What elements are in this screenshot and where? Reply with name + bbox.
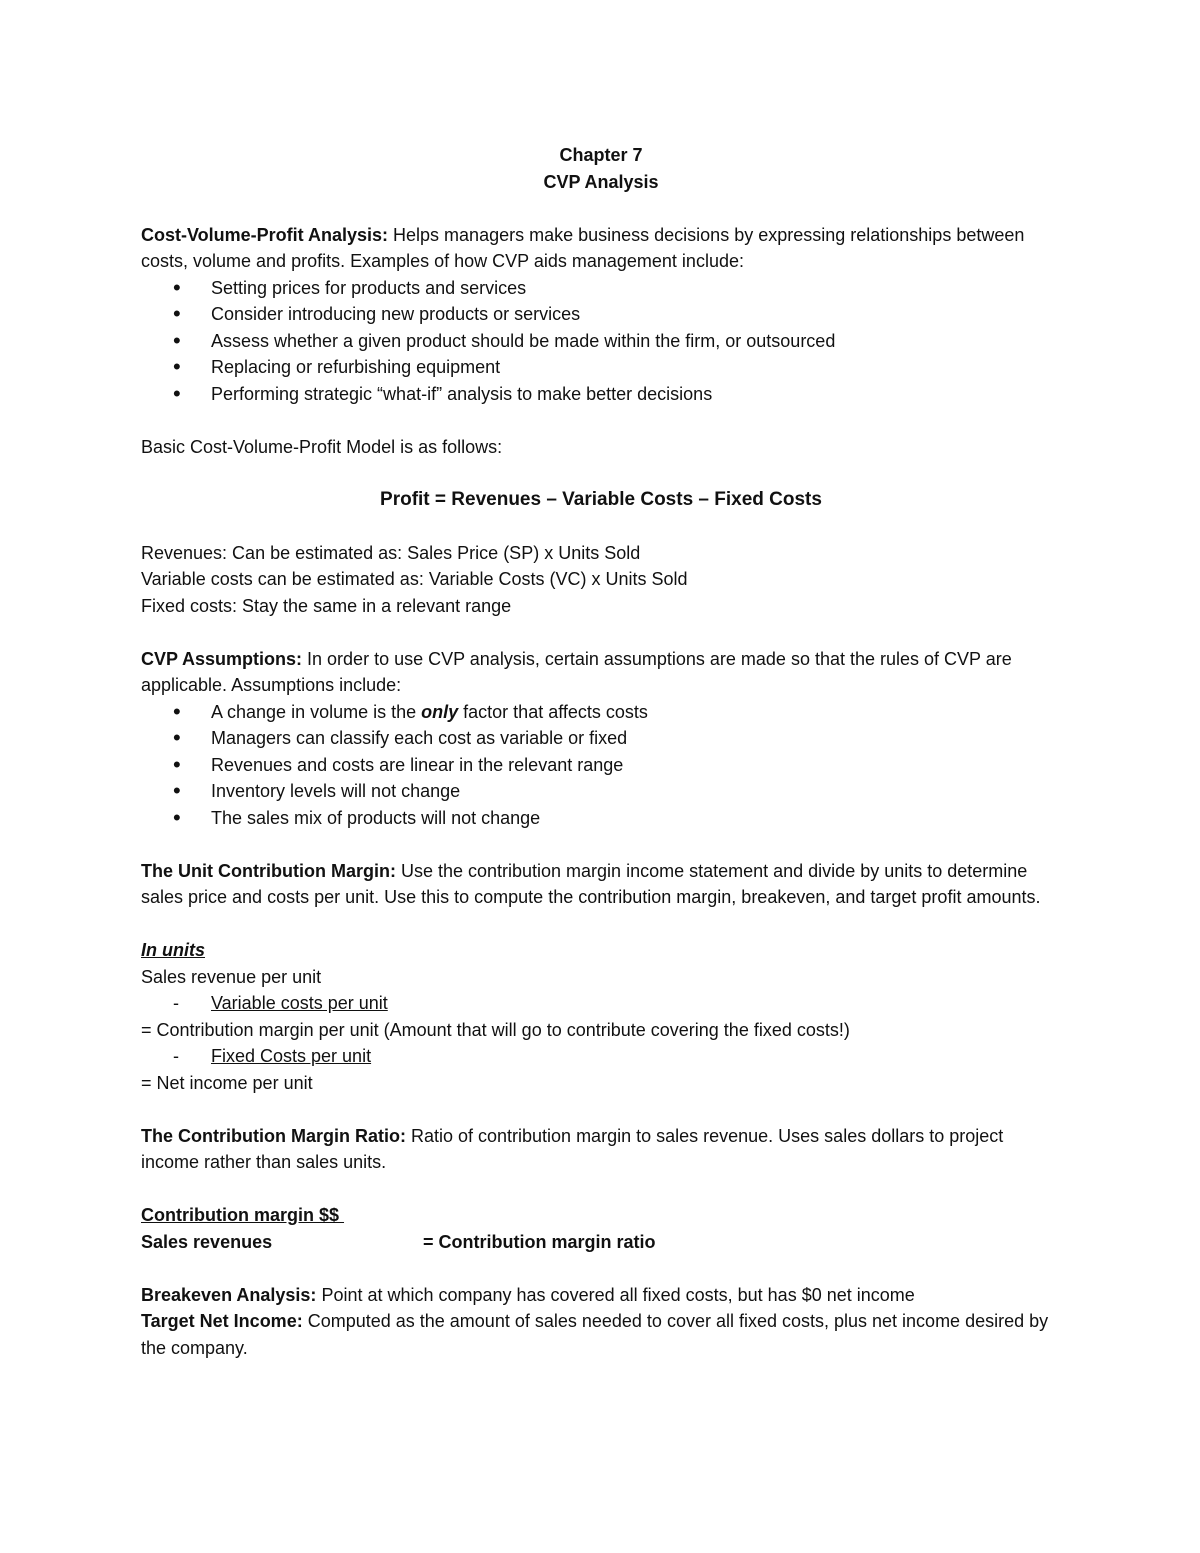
- list-item: • Managers can classify each cost as variable or fixed: [141, 725, 1061, 752]
- spacer: [141, 1255, 1061, 1282]
- cm-ratio-result: = Contribution margin ratio: [423, 1231, 656, 1252]
- cm-ratio-numerator: Contribution margin $$: [141, 1205, 345, 1225]
- spacer: [141, 1176, 1061, 1203]
- assumptions-term: CVP Assumptions:: [141, 648, 303, 669]
- cm-ratio-paragraph: [141, 1123, 1061, 1176]
- cm-ratio-term: The Contribution Margin Ratio:: [141, 1125, 406, 1146]
- list-item: • Inventory levels will not change: [141, 778, 1061, 805]
- spacer: [141, 407, 1061, 434]
- cvp-uses-list: [141, 275, 1061, 408]
- model-intro: Basic Cost-Volume-Profit Model is as follows:: [141, 436, 503, 457]
- model-variable-costs-line: Variable costs can be estimated as: Variable Costs (VC) x Units Sold: [141, 569, 688, 589]
- in-units-line-5: = Net income per unit: [141, 1072, 313, 1093]
- target-text: Computed as the amount of sales needed to cover all fixed costs, plus net income desired by the company.: [141, 1311, 1049, 1358]
- document-body: [141, 142, 1061, 1361]
- target-term: Target Net Income:: [141, 1311, 303, 1331]
- spacer: [141, 460, 1061, 487]
- list-item: • Revenues and costs are linear in the relevant range: [141, 752, 1061, 779]
- cm-ratio-denominator: Sales revenues: [141, 1231, 273, 1252]
- in-units-line-2-text: Variable costs per unit: [211, 993, 388, 1013]
- dash-mark: -: [173, 1046, 179, 1066]
- cvp-intro-text: Helps managers make business decisions by expressing relationships between costs, volume and profits. Examples of how CVP aids management include:: [141, 224, 1025, 271]
- list-item: • The sales mix of products will not change: [141, 805, 1061, 832]
- assumptions-paragraph: [141, 646, 1061, 699]
- in-units-line-3: = Contribution margin per unit (Amount that will go to contribute covering the fixed costs!): [141, 1019, 850, 1040]
- list-item: [141, 699, 1061, 726]
- in-units-line-2: [141, 990, 1061, 1017]
- spacer: [141, 831, 1061, 858]
- unit-cm-term: The Unit Contribution Margin:: [141, 860, 396, 881]
- cm-ratio-row: [141, 1229, 1061, 1256]
- chapter-topic: CVP Analysis: [543, 171, 659, 192]
- in-units-line-4: [141, 1043, 1061, 1070]
- emphasis-only: only: [421, 701, 459, 722]
- spacer: [141, 195, 1061, 222]
- list-item: • Performing strategic “what-if” analysis to make better decisions: [141, 381, 1061, 408]
- spacer: [141, 513, 1061, 540]
- chapter-title: Chapter 7: [559, 145, 643, 165]
- breakeven-term: Breakeven Analysis:: [141, 1284, 317, 1305]
- spacer: [141, 1096, 1061, 1123]
- breakeven-paragraph: [141, 1282, 1061, 1309]
- cvp-intro-paragraph: [141, 222, 1061, 275]
- unit-cm-paragraph: [141, 858, 1061, 911]
- in-units-line-4-text: Fixed Costs per unit: [211, 1046, 372, 1066]
- dash-mark: -: [173, 993, 179, 1013]
- model-revenues-line: Revenues: Can be estimated as: Sales Price (SP) x Units Sold: [141, 542, 641, 563]
- list-item: • Assess whether a given product should be made within the firm, or outsourced: [141, 328, 1061, 355]
- in-units-line-1: Sales revenue per unit: [141, 966, 322, 987]
- spacer: [141, 619, 1061, 646]
- model-fixed-costs-line: Fixed costs: Stay the same in a relevant range: [141, 595, 512, 616]
- cvp-intro-term: Cost-Volume-Profit Analysis:: [141, 224, 389, 245]
- profit-formula: Profit = Revenues – Variable Costs – Fixed Costs: [380, 488, 822, 510]
- list-item: • Replacing or refurbishing equipment: [141, 354, 1061, 381]
- list-item: • Consider introducing new products or services: [141, 301, 1061, 328]
- in-units-heading: In units: [141, 940, 205, 960]
- list-item: • Setting prices for products and services: [141, 275, 1061, 302]
- assumptions-list: [141, 699, 1061, 832]
- list-item-text: factor that affects costs: [458, 701, 648, 722]
- cm-ratio-text: Ratio of contribution margin to sales revenue. Uses sales dollars to project income rather than sales units.: [141, 1125, 1004, 1172]
- unit-cm-text: Use the contribution margin income statement and divide by units to determine sales price and costs per unit. Use this to compute the contribution margin, breakeven, and target profit amounts.: [141, 860, 1041, 907]
- list-item-text: A change in volume is the: [211, 701, 422, 722]
- target-paragraph: [141, 1308, 1061, 1361]
- spacer: [141, 911, 1061, 938]
- breakeven-text: Point at which company has covered all fixed costs, but has $0 net income: [316, 1284, 915, 1305]
- assumptions-text: In order to use CVP analysis, certain assumptions are made so that the rules of CVP are applicable. Assumptions include:: [141, 648, 1012, 695]
